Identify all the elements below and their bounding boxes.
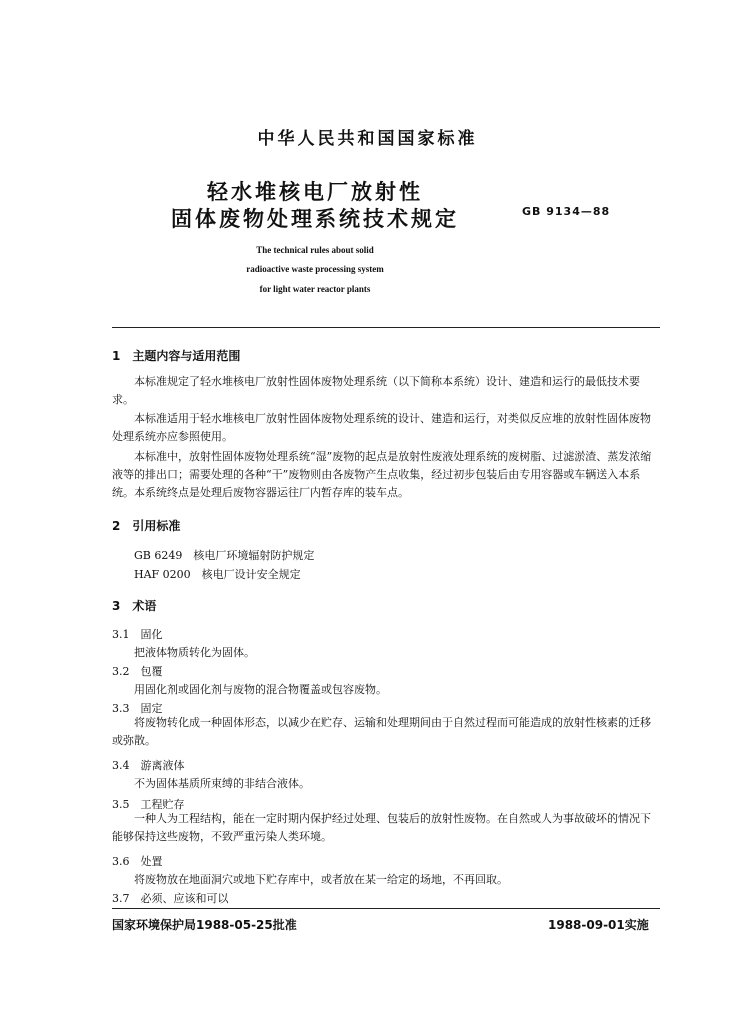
term-3-6-definition: 将废物放在地面洞穴或地下贮存库中，或者放在某一给定的场地，不再回取。 bbox=[134, 873, 508, 886]
header-divider bbox=[112, 327, 660, 328]
approval-date: 国家环境保护局1988-05-25批准 bbox=[112, 918, 297, 932]
section-1-paragraph-1: 本标准规定了轻水堆核电厂放射性固体废物处理系统（以下简称本系统）设计、建造和运行的最低技术要求。 bbox=[112, 375, 640, 406]
term-3-2-heading: 3.2 包覆 bbox=[112, 665, 163, 678]
term-3-4-definition: 不为固体基质所束缚的非结合液体。 bbox=[134, 777, 310, 790]
standard-type-header: 中华人民共和国国家标准 bbox=[257, 129, 478, 149]
section-3-heading: 3 术语 bbox=[112, 599, 157, 613]
footer-divider bbox=[112, 908, 660, 909]
effective-date: 1988-09-01实施 bbox=[548, 918, 649, 932]
term-3-2-definition: 用固化剂或固化剂与废物的混合物覆盖或包容废物。 bbox=[134, 683, 387, 696]
term-3-3-definition: 将废物转化成一种固体形态，以减少在贮存、运输和处理期间由于自然过程而可能造成的放射性核素的迁移或弥散。 bbox=[112, 716, 651, 747]
english-title-line-2: radioactive waste processing system bbox=[246, 264, 384, 274]
reference-item-1: GB 6249 核电厂环境辐射防护规定 bbox=[134, 549, 315, 562]
english-title-line-3: for light water reactor plants bbox=[259, 284, 371, 294]
section-1-heading: 1 主题内容与适用范围 bbox=[112, 349, 241, 363]
term-3-1-heading: 3.1 固化 bbox=[112, 628, 163, 641]
term-3-5-heading: 3.5 工程贮存 bbox=[112, 798, 185, 811]
reference-item-2: HAF 0200 核电厂设计安全规定 bbox=[134, 568, 301, 581]
term-3-1-definition: 把液体物质转化为固体。 bbox=[134, 646, 255, 659]
title-line-1: 轻水堆核电厂放射性 bbox=[207, 180, 423, 204]
section-1-paragraph-2: 本标准适用于轻水堆核电厂放射性固体废物处理系统的设计、建造和运行，对类似反应堆的放射性固体废物处理系统亦应参照使用。 bbox=[112, 412, 651, 443]
title-line-2: 固体废物处理系统技术规定 bbox=[171, 207, 459, 231]
section-1-paragraph-3: 本标准中，放射性固体废物处理系统“湿”废物的起点是放射性废液处理系统的废树脂、过滤淤渣、蒸发浓缩液等的排出口；需要处理的各种“干”废物则由各废物产生点收集，经过初步包装后由专用容器或车辆送入本系统。本系统终点是处理后废物容器运往厂内暂存库的装车点。 bbox=[112, 450, 652, 499]
term-3-6-heading: 3.6 处置 bbox=[112, 855, 163, 868]
term-3-3-heading: 3.3 固定 bbox=[112, 702, 163, 715]
section-2-heading: 2 引用标准 bbox=[112, 519, 181, 533]
term-3-4-heading: 3.4 游离液体 bbox=[112, 759, 185, 772]
term-3-7-heading: 3.7 必须、应该和可以 bbox=[112, 892, 229, 905]
standard-code: GB 9134—88 bbox=[522, 205, 611, 218]
english-title-line-1: The technical rules about solid bbox=[256, 245, 374, 255]
term-3-5-definition: 一种人为工程结构，能在一定时期内保护经过处理、包装后的放射性废物。在自然或人为事故破坏的情况下能够保持这些废物，不致严重污染人类环境。 bbox=[112, 812, 651, 843]
